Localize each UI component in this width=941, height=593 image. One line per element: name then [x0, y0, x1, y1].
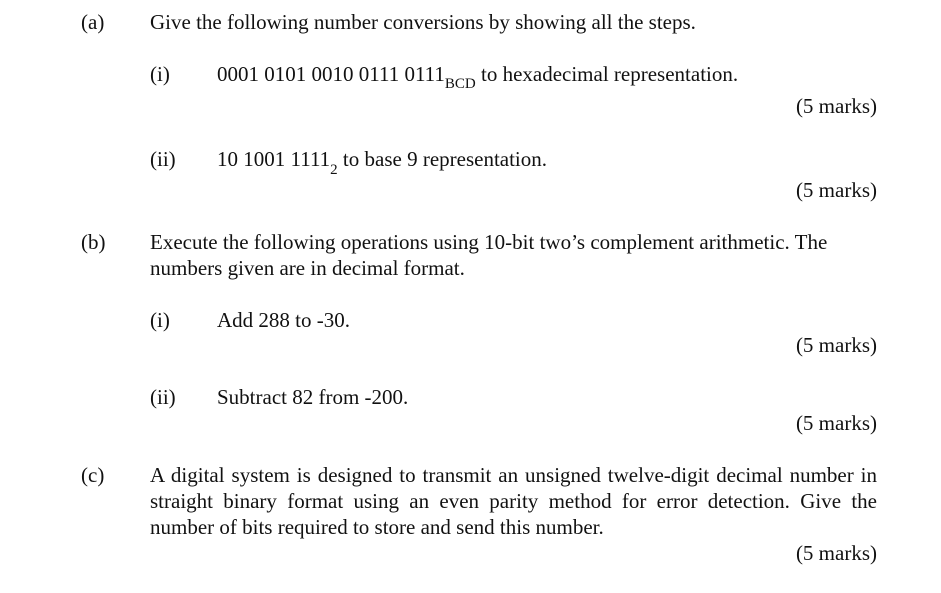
bcd-number: 0001 0101 0010 0111 0111	[217, 62, 445, 86]
question-a-ii-label: (ii)	[150, 147, 176, 171]
bcd-subscript: BCD	[444, 76, 476, 92]
question-a-ii-rest: to base 9 representation.	[337, 147, 548, 171]
question-b-i-label: (i)	[150, 308, 170, 332]
question-b-i-marks: (5 marks)	[795, 333, 877, 357]
question-c-text: A digital system is designed to transmit an unsigned twelve-digit decimal number in straight binary format using an even parity method for error detection. Give the number of bits required to store and send this number.	[150, 463, 877, 539]
question-a-i-label: (i)	[150, 62, 170, 86]
question-a-i-text	[217, 61, 739, 92]
question-b-label: (b)	[81, 230, 106, 254]
question-a-text: Give the following number conversions by showing all the steps.	[150, 10, 696, 34]
question-b-line1: Execute the following operations using 10-bit two’s complement arithmetic. The	[150, 230, 828, 254]
question-a-ii-marks: (5 marks)	[795, 178, 877, 202]
question-b-ii-marks: (5 marks)	[795, 411, 877, 435]
question-b-line2: numbers given are in decimal format.	[150, 256, 465, 280]
question-a-i-marks: (5 marks)	[795, 94, 877, 118]
question-c-marks: (5 marks)	[795, 541, 877, 565]
question-b-ii-text: Subtract 82 from -200.	[217, 385, 409, 409]
binary-subscript: 2	[330, 162, 338, 178]
question-a-ii-text	[217, 146, 548, 178]
question-b-ii-label: (ii)	[150, 385, 176, 409]
question-b-i-text: Add 288 to -30.	[217, 308, 350, 332]
question-c-label: (c)	[81, 463, 105, 487]
binary-number: 10 1001 1111	[217, 147, 331, 171]
question-a-label: (a)	[81, 10, 105, 34]
question-a-i-rest: to hexadecimal representation.	[475, 62, 739, 86]
